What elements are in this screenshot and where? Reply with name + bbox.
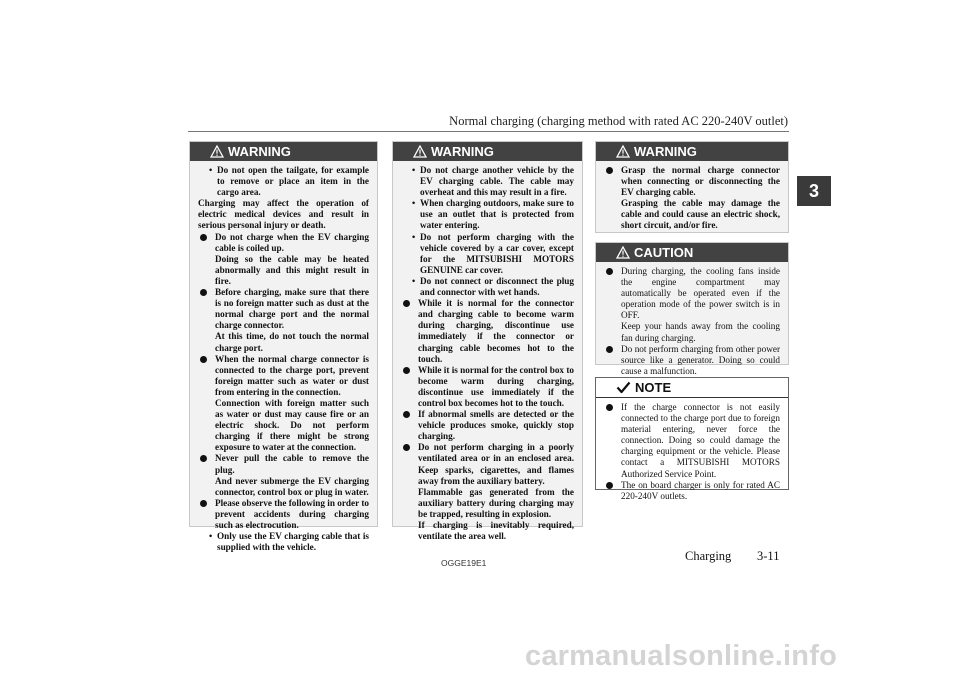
dot-bullet-icon: • xyxy=(412,275,416,286)
bullet-item xyxy=(604,266,780,321)
sub-item xyxy=(401,198,574,231)
caution-box-header xyxy=(596,243,788,262)
item-text: Do not connect or disconnect the plug and connector with wet hands. xyxy=(420,275,574,298)
page-header-title: Normal charging (charging method with rated AC 220-240V outlet) xyxy=(449,114,788,128)
item-text: Do not perform charging with the vehicle covered by a car cover, except for the MITSUBISHI MOTORS GENUINE car cover. xyxy=(420,231,574,275)
bullet-continuation xyxy=(604,198,780,231)
chapter-tab: 3 xyxy=(797,176,831,206)
warning-box-body xyxy=(596,161,788,232)
item-text: When the normal charge connector is connected to the charge port, prevent foreign matter such as water or dust from entering in the connection. xyxy=(215,353,369,397)
item-text: When charging outdoors, make sure to use an outlet that is protected from water entering. xyxy=(420,198,574,231)
dot-bullet-icon: • xyxy=(209,531,213,542)
warning-triangle-icon xyxy=(210,145,224,158)
round-bullet-icon xyxy=(200,455,207,462)
footer-page-number: 3-11 xyxy=(757,549,780,563)
bullet-continuation xyxy=(198,331,369,353)
warning-box-header xyxy=(596,142,788,161)
warning-label: WARNING xyxy=(431,144,494,159)
note-box-body xyxy=(596,398,788,502)
round-bullet-icon xyxy=(200,234,207,241)
note-check-icon xyxy=(616,381,631,394)
bullet-item xyxy=(198,354,369,398)
bullet-item xyxy=(401,442,574,486)
bullet-item xyxy=(198,498,369,531)
bullet-continuation xyxy=(198,398,369,453)
warning-triangle-icon xyxy=(616,145,630,158)
dot-bullet-icon: • xyxy=(209,165,213,175)
item-text: Grasp the normal charge connector when connecting or disconnecting the EV charging cable. xyxy=(621,165,780,198)
item-text: Only use the EV charging cable that is supplied with the vehicle. xyxy=(217,531,369,553)
warning-box-body xyxy=(190,161,377,553)
footer-section: Charging xyxy=(685,549,732,563)
round-bullet-icon xyxy=(200,356,207,363)
item-text: Do not charge another vehicle by the EV charging cable. The cable may overheat and this may result in a fire. xyxy=(420,165,574,198)
item-text: If the charge connector is not easily connected to the charge port due to foreign material entering, never force the connection. Doing so could damage the charging equipment or the vehicle. Please contact a MITSUBISHI MOTORS Authorized Service Point. xyxy=(621,402,780,479)
item-text: At this time, do not touch the normal charge port. xyxy=(215,331,369,353)
warning-label: WARNING xyxy=(228,144,291,159)
item-text: If abnormal smells are detected or the vehicle produces smoke, quickly stop charging. xyxy=(418,409,574,442)
warning-box-3 xyxy=(595,141,789,233)
bullet-item xyxy=(401,365,574,409)
round-bullet-icon xyxy=(606,167,613,174)
item-text: Keep your hands away from the cooling fan during charging. xyxy=(621,321,780,343)
note-box xyxy=(595,377,789,501)
item-text: Connection with foreign matter such as water or dust may cause fire or an electric shock. Do not perform charging if there might be strong exposure to water at the connection. xyxy=(215,397,369,453)
item-text: The on board charger is only for rated AC 220-240V outlets. xyxy=(621,479,780,501)
item-text: Never pull the cable to remove the plug. xyxy=(215,453,369,475)
round-bullet-icon xyxy=(403,300,410,307)
dot-bullet-icon: • xyxy=(412,165,416,175)
caution-triangle-icon xyxy=(616,246,630,259)
sub-item xyxy=(401,276,574,298)
round-bullet-icon xyxy=(606,346,613,353)
watermark-text: carmanualsonline.info xyxy=(525,640,837,672)
item-text: Flammable gas generated from the auxiliary battery during charging may be trapped, resulting in explosion. xyxy=(418,486,574,519)
bullet-item xyxy=(198,453,369,475)
bullet-item xyxy=(401,298,574,365)
bullet-continuation xyxy=(198,476,369,498)
item-text: Do not charge when the EV charging cable is coiled up. xyxy=(215,231,369,253)
warning-box-1 xyxy=(189,141,378,553)
bullet-continuation xyxy=(604,321,780,343)
dot-bullet-icon: • xyxy=(412,198,416,209)
bullet-item xyxy=(604,165,780,198)
bullet-item xyxy=(604,402,780,480)
item-text: Before charging, make sure that there is no foreign matter such as dust at the normal charge port and the normal charge connector. xyxy=(215,287,369,331)
sub-item xyxy=(198,165,369,198)
warning-box-body xyxy=(393,161,582,542)
plain-paragraph xyxy=(198,198,369,231)
item-text: During charging, the cooling fans inside the engine compartment may automatically be operated even if the operation mode of the power switch is in OFF. xyxy=(621,266,780,321)
warning-triangle-icon xyxy=(413,145,427,158)
round-bullet-icon xyxy=(403,411,410,418)
bullet-item xyxy=(401,409,574,442)
round-bullet-icon xyxy=(403,444,410,451)
warning-box-header xyxy=(393,142,582,161)
item-text: Do not open the tailgate, for example to remove or place an item in the cargo area. xyxy=(217,165,369,198)
round-bullet-icon xyxy=(606,404,613,411)
round-bullet-icon xyxy=(606,482,613,489)
bullet-continuation xyxy=(401,487,574,520)
item-text: Charging may affect the operation of electric medical devices and result in serious personal injury or death. xyxy=(198,198,369,231)
item-text: Doing so the cable may be heated abnormally and this might result in fire. xyxy=(215,253,369,286)
dot-bullet-icon: • xyxy=(412,231,416,242)
round-bullet-icon xyxy=(200,500,207,507)
warning-label: WARNING xyxy=(634,144,697,159)
item-text: If charging is inevitably required, ventilate the area well. xyxy=(418,520,574,542)
warning-box-header xyxy=(190,142,377,161)
round-bullet-icon xyxy=(200,289,207,296)
item-text: Do not perform charging from other power source like a generator. Doing so could cause a malfunction. xyxy=(621,343,780,376)
bullet-item xyxy=(604,480,780,502)
item-text: Grasping the cable may damage the cable and could cause an electric shock, short circuit, and/or fire. xyxy=(621,198,780,231)
sub-item xyxy=(401,165,574,198)
round-bullet-icon xyxy=(403,367,410,374)
bullet-item xyxy=(604,344,780,377)
note-label: NOTE xyxy=(635,380,672,395)
caution-box-body xyxy=(596,262,788,377)
item-text: While it is normal for the connector and charging cable to become warm during charging, discontinue use immediately if the connector or charging cable becomes hot to the touch. xyxy=(418,298,574,364)
item-text: While it is normal for the control box to become warm during charging, discontinue use immediately if the control box becomes hot to the touch. xyxy=(418,364,574,408)
caution-label: CAUTION xyxy=(634,245,694,260)
bullet-continuation xyxy=(401,520,574,542)
bullet-continuation xyxy=(198,254,369,287)
header-rule xyxy=(188,131,789,132)
note-box-header xyxy=(596,378,788,398)
round-bullet-icon xyxy=(606,268,613,275)
bullet-item xyxy=(198,287,369,331)
item-text: Please observe the following in order to prevent accidents during charging such as electrocution. xyxy=(215,497,369,530)
bullet-item xyxy=(198,232,369,254)
sub-item xyxy=(198,531,369,553)
item-text: And never submerge the EV charging connector, control box or plug in water. xyxy=(215,475,369,497)
item-text: Do not perform charging in a poorly ventilated area or in an enclosed area. Keep sparks, cigarettes, and flames away from the auxiliary battery. xyxy=(418,442,574,486)
warning-box-2 xyxy=(392,141,583,542)
caution-box xyxy=(595,242,789,376)
sub-item xyxy=(401,232,574,276)
footer-code: OGGE19E1 xyxy=(441,558,487,568)
